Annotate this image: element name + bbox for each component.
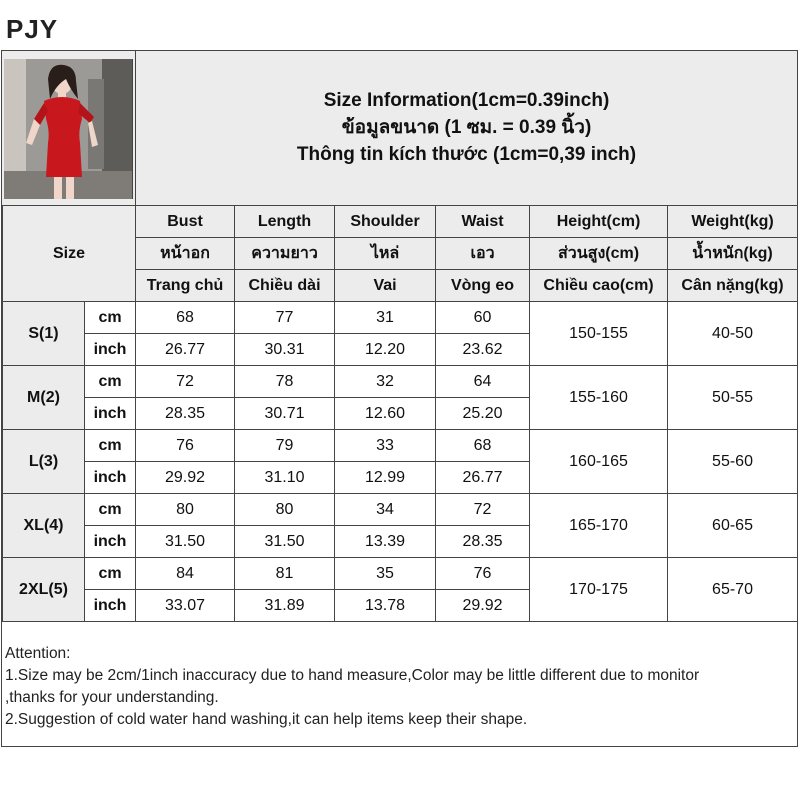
cm-value: 84 bbox=[136, 558, 235, 590]
column-header-th: ส่วนสูง(cm) bbox=[530, 238, 668, 270]
cm-value: 76 bbox=[136, 430, 235, 462]
unit-inch-label: inch bbox=[85, 462, 136, 494]
product-photo bbox=[4, 59, 133, 199]
column-header-th: หน้าอก bbox=[136, 238, 235, 270]
column-header-en: Waist bbox=[436, 206, 530, 238]
cm-value: 76 bbox=[436, 558, 530, 590]
inch-value: 30.31 bbox=[235, 334, 335, 366]
cm-value: 64 bbox=[436, 366, 530, 398]
inch-value: 12.20 bbox=[335, 334, 436, 366]
inch-value: 31.50 bbox=[235, 526, 335, 558]
unit-cm-label: cm bbox=[85, 366, 136, 398]
size-label: L(3) bbox=[3, 430, 85, 494]
table-row bbox=[3, 366, 798, 398]
cm-value: 31 bbox=[335, 302, 436, 334]
column-header-th: ไหล่ bbox=[335, 238, 436, 270]
title-thai: ข้อมูลขนาด (1 ซม. = 0.39 นิ้ว) bbox=[341, 117, 592, 138]
weight-range: 55-60 bbox=[668, 430, 798, 494]
table-row bbox=[3, 430, 798, 462]
cm-value: 32 bbox=[335, 366, 436, 398]
cm-value: 68 bbox=[136, 302, 235, 334]
attention-notes bbox=[5, 643, 795, 731]
table-row bbox=[3, 302, 798, 334]
inch-value: 28.35 bbox=[436, 526, 530, 558]
column-header-vi: Cân nặng(kg) bbox=[668, 270, 798, 302]
unit-cm-label: cm bbox=[85, 430, 136, 462]
height-range: 160-165 bbox=[530, 430, 668, 494]
inch-value: 31.89 bbox=[235, 590, 335, 622]
column-header-th: น้ำหนัก(kg) bbox=[668, 238, 798, 270]
size-chart-card bbox=[1, 50, 798, 747]
unit-inch-label: inch bbox=[85, 398, 136, 430]
size-label: M(2) bbox=[3, 366, 85, 430]
title-english: Size Information(1cm=0.39inch) bbox=[323, 90, 610, 111]
inch-value: 12.60 bbox=[335, 398, 436, 430]
unit-cm-label: cm bbox=[85, 558, 136, 590]
height-range: 170-175 bbox=[530, 558, 668, 622]
size-label: XL(4) bbox=[3, 494, 85, 558]
header-row-en bbox=[3, 206, 798, 238]
attention-heading: Attention: bbox=[5, 645, 71, 662]
column-header-en: Bust bbox=[136, 206, 235, 238]
weight-range: 40-50 bbox=[668, 302, 798, 366]
size-header-cell: Size bbox=[3, 206, 136, 302]
height-range: 155-160 bbox=[530, 366, 668, 430]
column-header-vi: Chiều cao(cm) bbox=[530, 270, 668, 302]
chart-title bbox=[136, 87, 797, 168]
chart-header bbox=[2, 51, 797, 206]
inch-value: 30.71 bbox=[235, 398, 335, 430]
inch-value: 31.10 bbox=[235, 462, 335, 494]
weight-range: 60-65 bbox=[668, 494, 798, 558]
cm-value: 60 bbox=[436, 302, 530, 334]
column-header-vi: Vai bbox=[335, 270, 436, 302]
attention-line-1: 1.Size may be 2cm/1inch inaccuracy due to hand measure,Color may be little different due to monitor bbox=[5, 667, 700, 684]
attention-line-2: ,thanks for your understanding. bbox=[5, 689, 219, 706]
weight-range: 65-70 bbox=[668, 558, 798, 622]
inch-value: 29.92 bbox=[136, 462, 235, 494]
weight-range: 50-55 bbox=[668, 366, 798, 430]
inch-value: 28.35 bbox=[136, 398, 235, 430]
unit-inch-label: inch bbox=[85, 526, 136, 558]
cm-value: 68 bbox=[436, 430, 530, 462]
inch-value: 23.62 bbox=[436, 334, 530, 366]
cm-value: 34 bbox=[335, 494, 436, 526]
inch-value: 13.39 bbox=[335, 526, 436, 558]
column-header-th: เอว bbox=[436, 238, 530, 270]
cm-value: 77 bbox=[235, 302, 335, 334]
height-range: 165-170 bbox=[530, 494, 668, 558]
column-header-vi: Chiều dài bbox=[235, 270, 335, 302]
inch-value: 26.77 bbox=[136, 334, 235, 366]
height-range: 150-155 bbox=[530, 302, 668, 366]
cm-value: 72 bbox=[136, 366, 235, 398]
cm-value: 35 bbox=[335, 558, 436, 590]
attention-line-3: 2.Suggestion of cold water hand washing,it can help items keep their shape. bbox=[5, 711, 528, 728]
title-vietnamese: Thông tin kích thước (1cm=0,39 inch) bbox=[296, 144, 637, 165]
cm-value: 81 bbox=[235, 558, 335, 590]
inch-value: 25.20 bbox=[436, 398, 530, 430]
size-table bbox=[2, 205, 798, 622]
column-header-vi: Vòng eo bbox=[436, 270, 530, 302]
cm-value: 72 bbox=[436, 494, 530, 526]
cm-value: 78 bbox=[235, 366, 335, 398]
inch-value: 12.99 bbox=[335, 462, 436, 494]
column-header-th: ความยาว bbox=[235, 238, 335, 270]
column-header-en: Weight(kg) bbox=[668, 206, 798, 238]
inch-value: 13.78 bbox=[335, 590, 436, 622]
column-header-en: Shoulder bbox=[335, 206, 436, 238]
cm-value: 79 bbox=[235, 430, 335, 462]
unit-inch-label: inch bbox=[85, 334, 136, 366]
brand-logo: PJY bbox=[6, 14, 59, 44]
size-label: 2XL(5) bbox=[3, 558, 85, 622]
cm-value: 80 bbox=[136, 494, 235, 526]
column-header-en: Length bbox=[235, 206, 335, 238]
unit-cm-label: cm bbox=[85, 494, 136, 526]
inch-value: 26.77 bbox=[436, 462, 530, 494]
model-illustration bbox=[4, 59, 132, 199]
cm-value: 80 bbox=[235, 494, 335, 526]
column-header-en: Height(cm) bbox=[530, 206, 668, 238]
table-row bbox=[3, 558, 798, 590]
size-label: S(1) bbox=[3, 302, 85, 366]
unit-inch-label: inch bbox=[85, 590, 136, 622]
cm-value: 33 bbox=[335, 430, 436, 462]
inch-value: 33.07 bbox=[136, 590, 235, 622]
column-header-vi: Trang chủ bbox=[136, 270, 235, 302]
unit-cm-label: cm bbox=[85, 302, 136, 334]
inch-value: 29.92 bbox=[436, 590, 530, 622]
table-row bbox=[3, 494, 798, 526]
inch-value: 31.50 bbox=[136, 526, 235, 558]
